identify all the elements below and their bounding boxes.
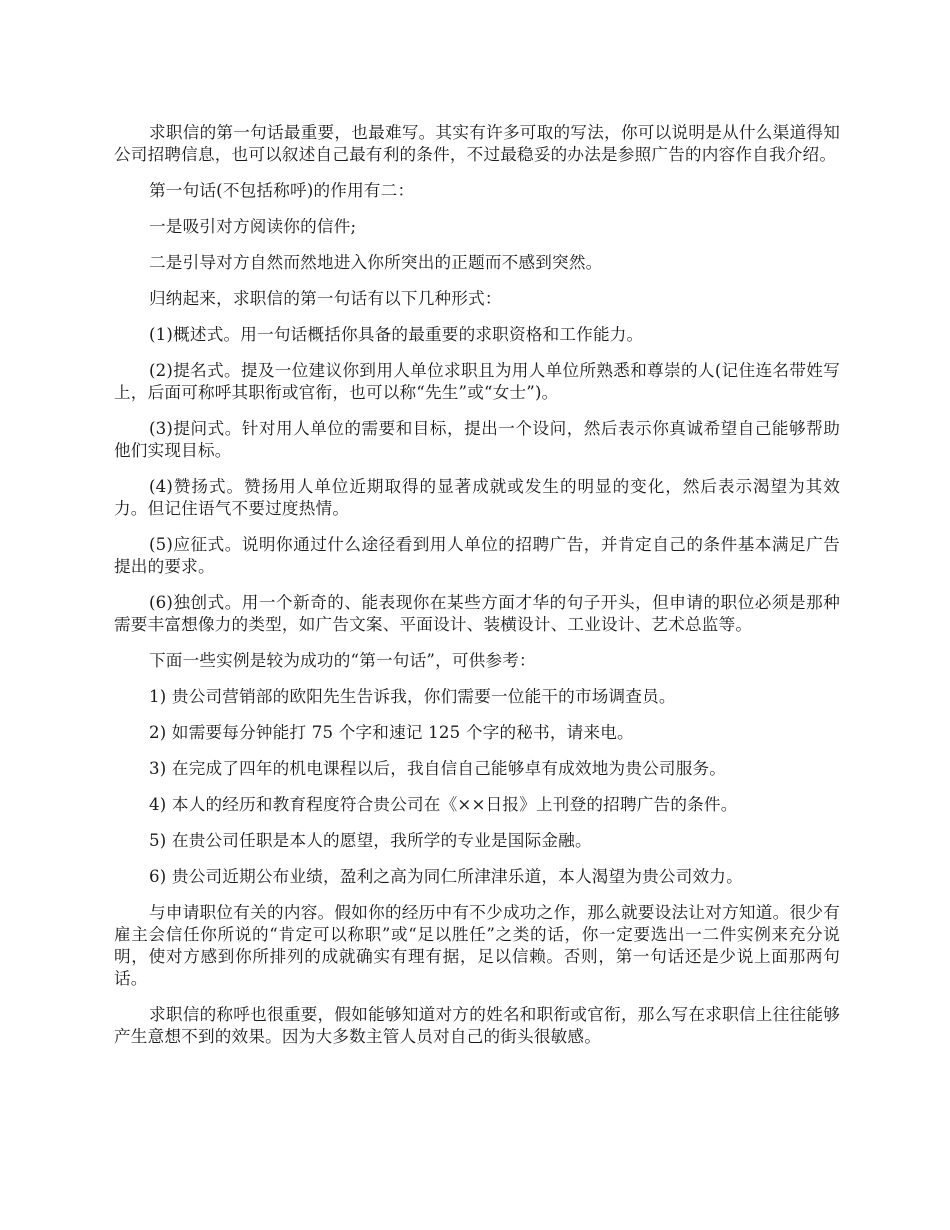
paragraph-form-creative: (6)独创式。用一个新奇的、能表现你在某些方面才华的句子开头，但申请的职位必须是那种需要丰富想像力的类型，如广告文案、平面设计、装横设计、工业设计、艺术总监等。: [114, 593, 840, 634]
paragraph-form-response: (5)应征式。说明你通过什么途径看到用人单位的招聘广告，并肯定自己的条件基本满足广告提出的要求。: [114, 535, 840, 576]
paragraph-form-praise: (4)赞扬式。赞扬用人单位近期取得的显著成就或发生的明显的变化，然后表示渴望为其效力。但记住语气不要过度热情。: [114, 477, 840, 518]
paragraph-intro: 求职信的第一句话最重要，也最难写。其实有许多可取的写法，你可以说明是从什么渠道得知公司招聘信息，也可以叙述自己最有利的条件，不过最稳妥的办法是参照广告的内容作自我介绍。: [114, 123, 840, 164]
paragraph-examples-heading: 下面一些实例是较为成功的“第一句话”，可供参考：: [149, 651, 536, 670]
paragraph-salutation: 求职信的称呼也很重要，假如能够知道对方的姓名和职衔或官衔，那么写在求职信上往往能够产生意想不到的效果。因为大多数主管人员对自己的街头很敏感。: [114, 1005, 840, 1046]
paragraph-forms-heading: 归纳起来，求职信的第一句话有以下几种形式：: [149, 289, 502, 308]
paragraph-form-referral: (2)提名式。提及一位建议你到用人单位求职且为用人单位所熟悉和尊崇的人(记住连名带姓写上，后面可称呼其职衔或官衔，也可以称“先生”或“女士”)。: [114, 361, 840, 402]
paragraph-example-1: 1) 贵公司营销部的欧阳先生告诉我，你们需要一位能干的市场调查员。: [149, 687, 676, 706]
paragraph-example-3: 3) 在完成了四年的机电课程以后，我自信自己能够卓有成效地为贵公司服务。: [149, 759, 727, 778]
paragraph-form-summary: (1)概述式。用一句话概括你具备的最重要的求职资格和工作能力。: [149, 325, 644, 344]
paragraph-example-6: 6) 贵公司近期公布业绩，盈利之高为同仁所津津乐道，本人渴望为贵公司效力。: [149, 867, 743, 886]
paragraph-function-2: 二是引导对方自然而然地进入你所突出的正题而不感到突然。: [149, 253, 603, 272]
paragraph-example-5: 5) 在贵公司任职是本人的愿望，我所学的专业是国际金融。: [149, 831, 592, 850]
document-body: [114, 122, 840, 1062]
paragraph-function-1: 一是吸引对方阅读你的信件;: [149, 217, 357, 236]
paragraph-form-question: (3)提问式。针对用人单位的需要和目标，提出一个设问，然后表示你真诚希望自己能够帮助他们实现目标。: [114, 419, 840, 460]
paragraph-example-2: 2) 如需要每分钟能打 75 个字和速记 125 个字的秘书，请来电。: [149, 723, 634, 742]
paragraph-functions-heading: 第一句话(不包括称呼)的作用有二：: [149, 181, 415, 200]
paragraph-related-content: 与申请职位有关的内容。假如你的经历中有不少成功之作，那么就要设法让对方知道。很少有雇主会信任你所说的“肯定可以称职”或“足以胜任”之类的话，你一定要选出一二件实例来充分说明，使对方感到你所排列的成就确实有理有据，足以信赖。否则，第一句话还是少说上面那两句话。: [114, 903, 840, 988]
paragraph-example-4: 4) 本人的经历和教育程度符合贵公司在《××日报》上刊登的招聘广告的条件。: [149, 795, 738, 814]
